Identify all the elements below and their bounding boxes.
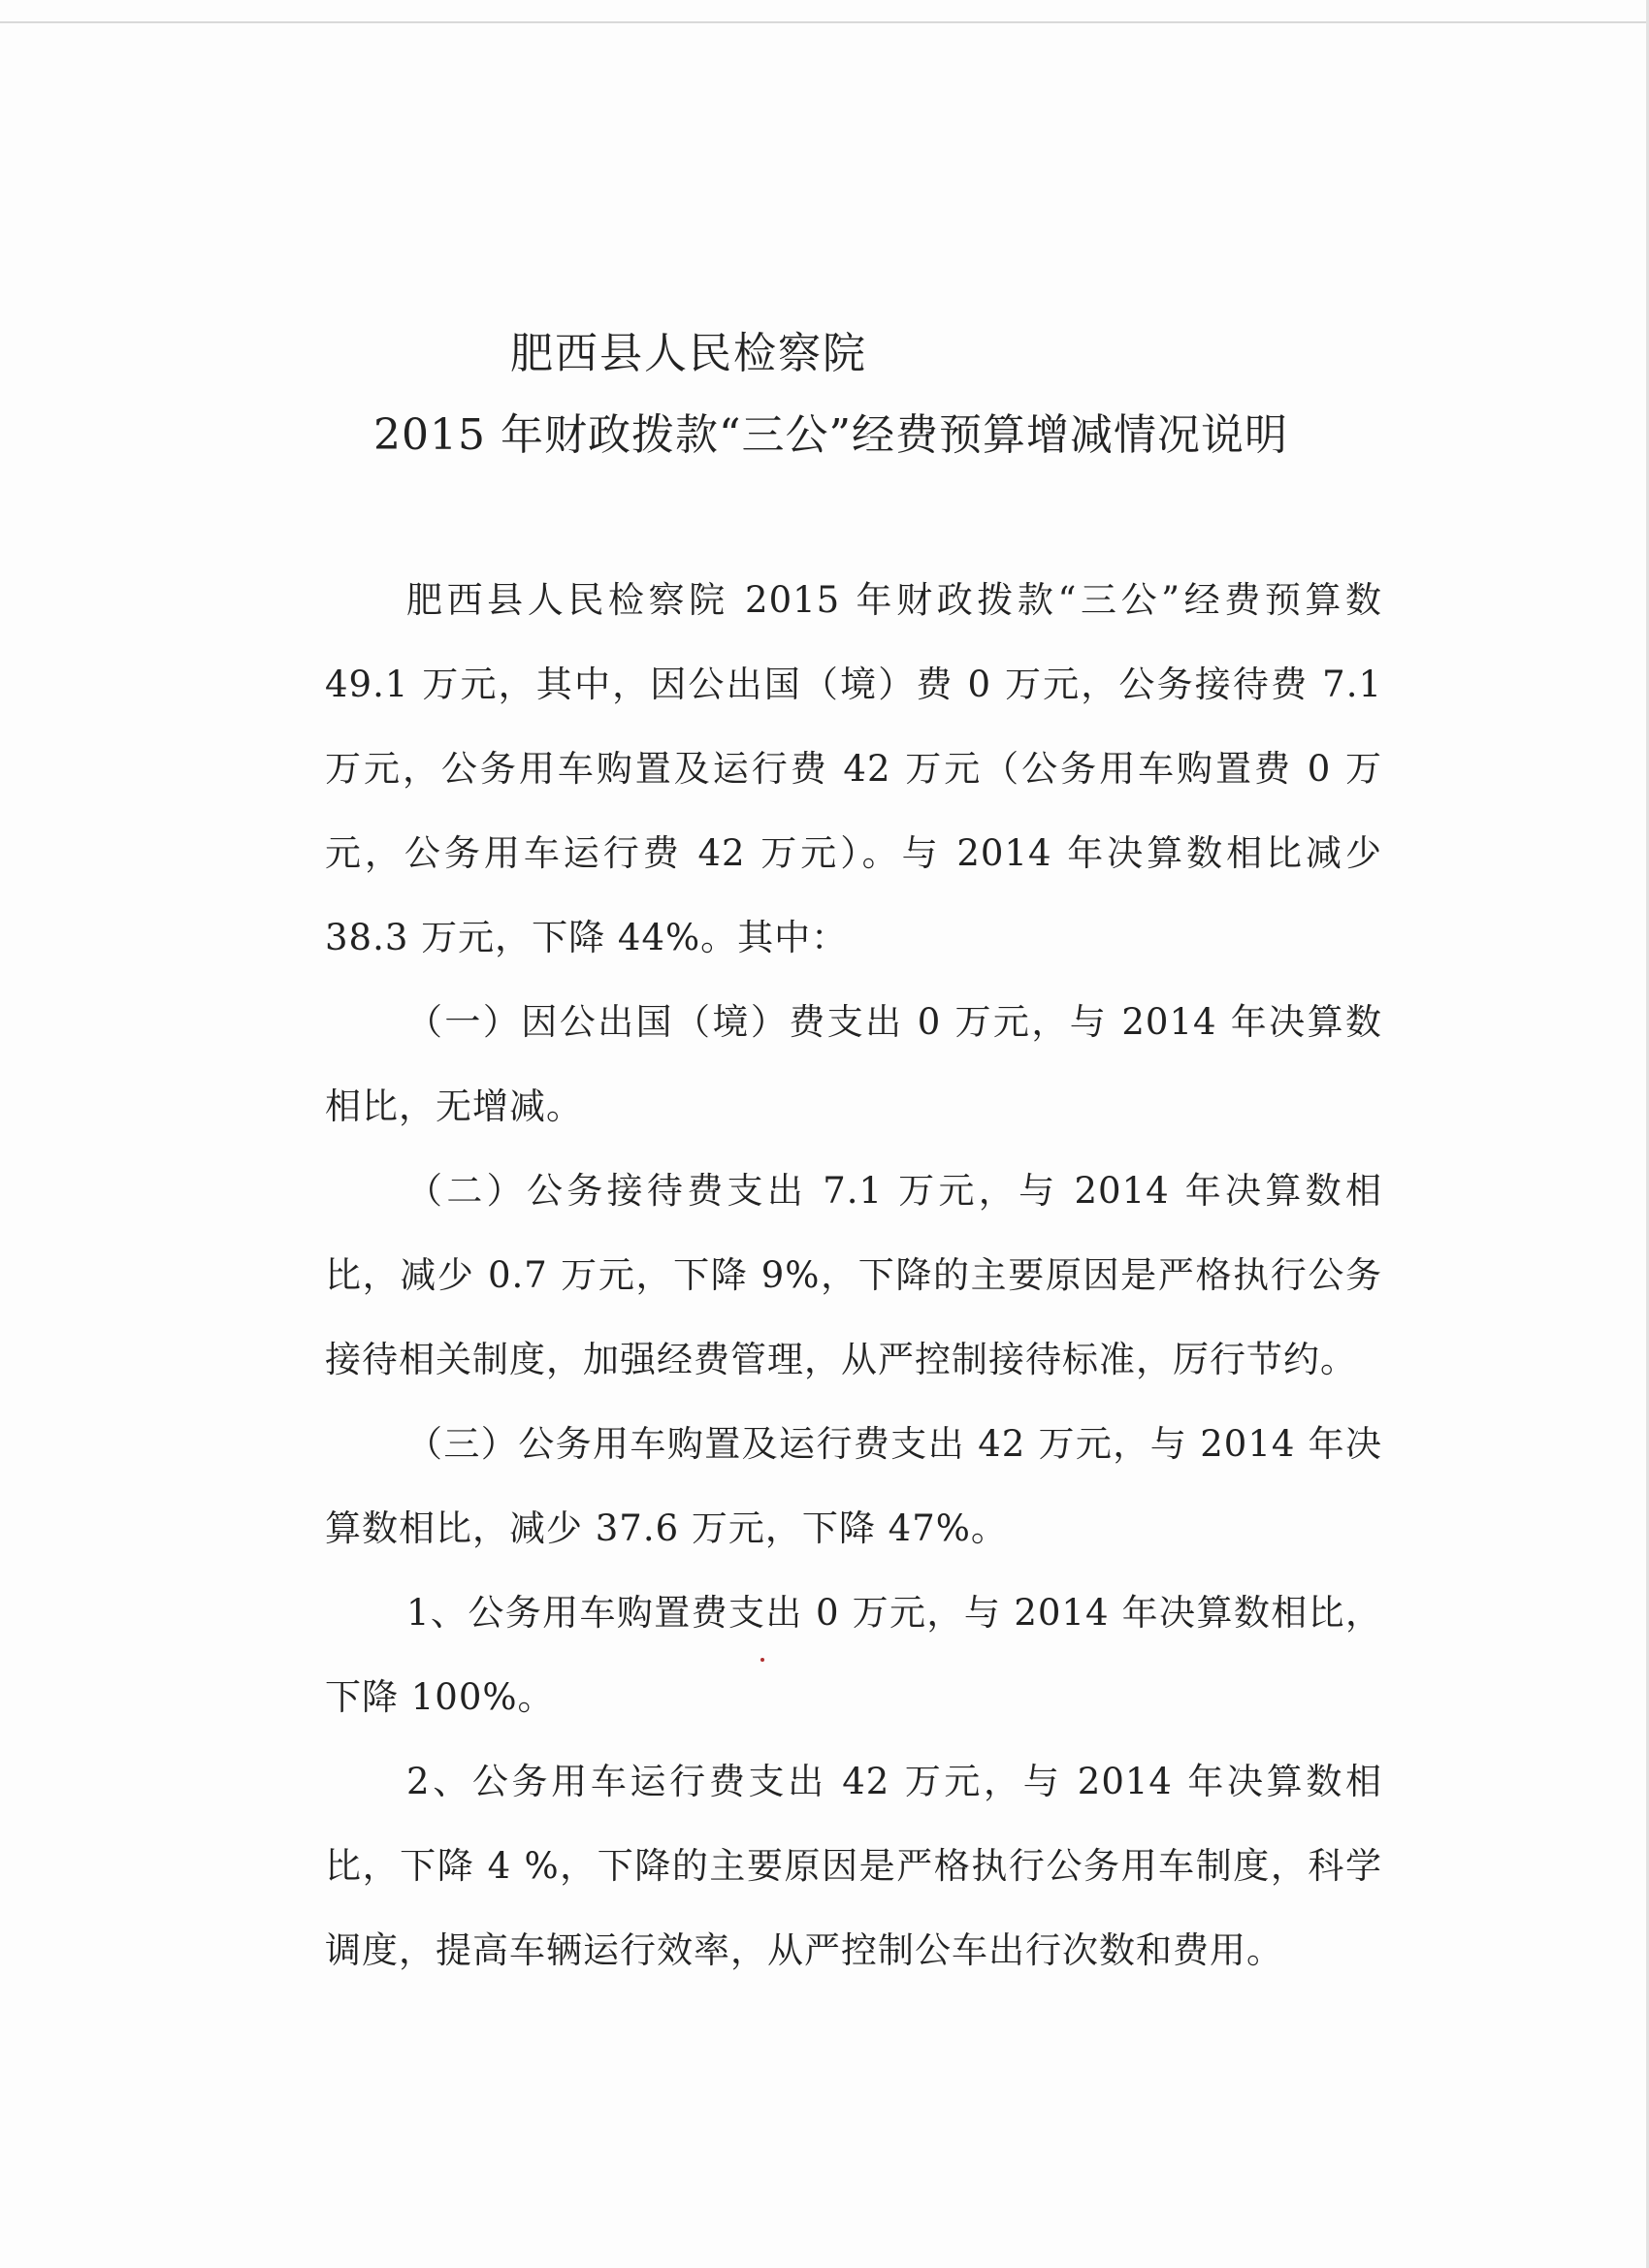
paragraph-vehicles: （三）公务用车购置及运行费支出 42 万元，与 2014 年决算数相比，减少 37.6 万元，下降 47%。 [325, 1423, 1382, 1549]
page-top-edge [0, 21, 1649, 23]
document-body [325, 558, 1382, 1993]
paragraph-vehicle-operation: 2、公务用车运行费支出 42 万元，与 2014 年决算数相比，下降 4 %，下降的主要原因是严格执行公务用车制度，科学调度，提高车辆运行效率，从严控制公车出行次数和费用。 [325, 1761, 1382, 1971]
paragraph-reception: （二）公务接待费支出 7.1 万元，与 2014 年决算数相比，减少 0.7 万元，下降 9%，下降的主要原因是严格执行公务接待相关制度，加强经费管理，从严控制接待标准，厉行节约。 [325, 1170, 1382, 1380]
paragraph-overseas: （一）因公出国（境）费支出 0 万元，与 2014 年决算数相比，无增减。 [325, 1001, 1382, 1127]
paragraph-vehicle-purchase: 1、公务用车购置费支出 0 万元，与 2014 年决算数相比，下降 100%。 [325, 1592, 1382, 1718]
scan-speck [760, 1658, 764, 1662]
document-title [320, 325, 1387, 465]
title-subject: 2015 年财政拨款“三公”经费预算增减情况说明 [373, 410, 1288, 460]
paragraph-summary: 肥西县人民检察院 2015 年财政拨款“三公”经费预算数 49.1 万元，其中，因公出国（境）费 0 万元，公务接待费 7.1 万元，公务用车购置及运行费 42 万元（公务用车购置费 0 万元，公务用车运行费 42 万元）。与 2014 年决算数相比减少 38.3 万元，下降 44%。其中： [325, 579, 1382, 958]
title-organization: 肥西县人民检察院 [510, 329, 867, 378]
